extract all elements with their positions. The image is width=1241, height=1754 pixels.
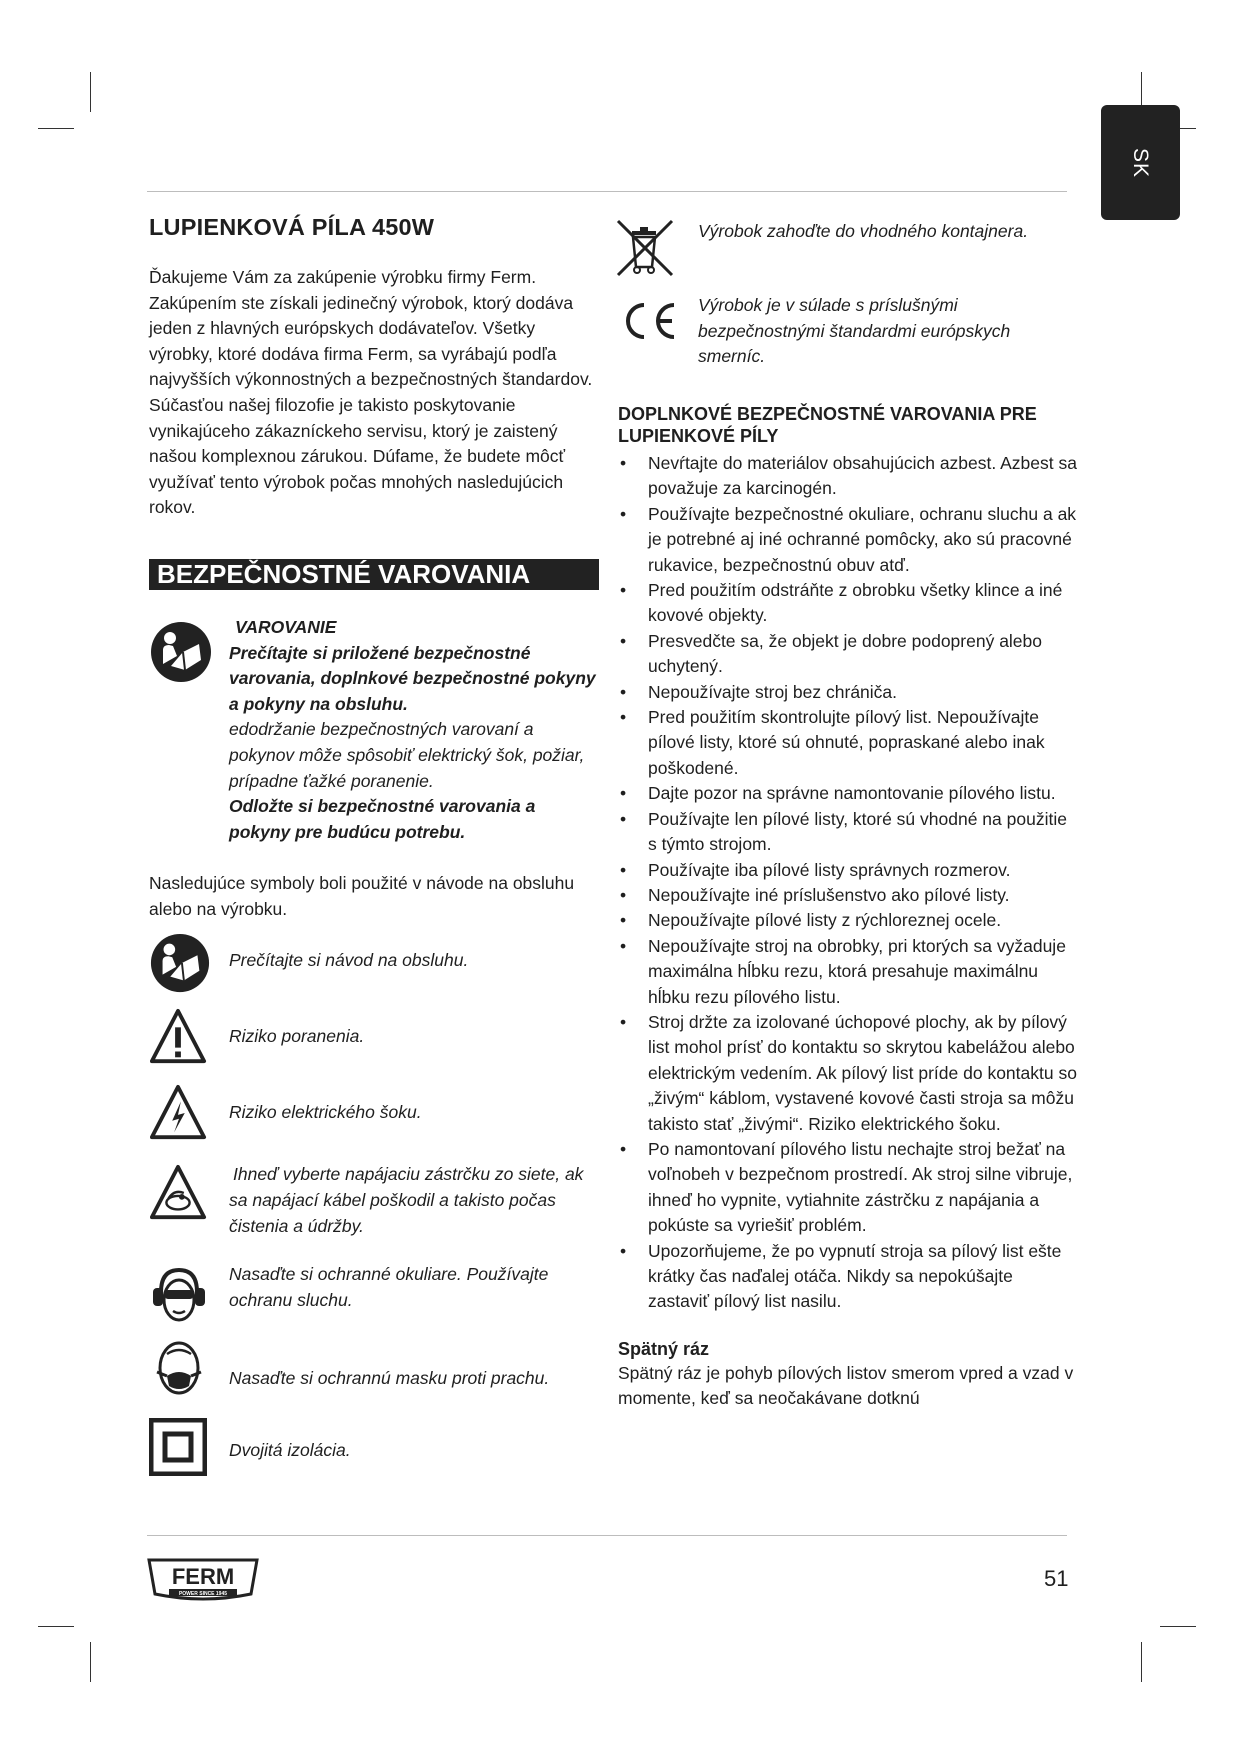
- brand-name: FERM: [171, 1564, 235, 1589]
- symbol-item: [149, 1008, 599, 1084]
- list-item: • Po namontovaní pílového listu nechajte stroj bežať na voľnobeh v bezpečnom prostredí. Ak stroj silne vibruje, ihneď ho vypnite, vytiahnite zástrčku z napájania a pokúste sa vyriešiť problém.: [618, 1137, 1078, 1239]
- electric-shock-icon: [149, 1084, 207, 1150]
- symbol-item: [149, 1160, 599, 1260]
- symbols-intro: Nasledujúce symboly boli použité v návode na obsluhu alebo na výrobku.: [149, 873, 575, 919]
- read-manual-icon: [149, 932, 211, 1002]
- page-number: 51: [1044, 1566, 1069, 1591]
- crop-mark: [1160, 1626, 1196, 1627]
- brand-tagline: POWER SINCE 1945: [178, 1591, 228, 1597]
- symbol-text: Nasaďte si ochrannú masku proti prachu.: [229, 1368, 550, 1389]
- symbol-item: [149, 1260, 599, 1338]
- warning-block: [149, 615, 599, 845]
- disposal-item: [618, 219, 1078, 293]
- extra-warnings-heading: DOPLNKOVÉ BEZPEČNOSTNÉ VAROVANIA PRE LUPIENKOVÉ PÍLY: [618, 404, 1037, 446]
- language-tab[interactable]: SK: [1101, 105, 1180, 220]
- symbol-text: Riziko poranenia.: [229, 1026, 365, 1047]
- symbol-item: [149, 1084, 599, 1160]
- crop-mark: [90, 72, 91, 112]
- symbol-text: Prečítajte si návod na obsluhu.: [229, 950, 469, 971]
- page-title: LUPIENKOVÁ PÍLA 450W: [149, 214, 435, 240]
- intro-paragraph: Ďakujeme Vám za zakúpenie výrobku firmy Ferm. Zakúpením ste získali jedinečný výrobok, ktorý dodáva jeden z hlavných európskych dodávateľov. Všetky výrobky, ktoré dodáva firma Ferm, sa vyrábajú podľa najvyšších výkonnostných a bezpečnostných štandardov. Súčasťou našej filozofie je takisto poskytovanie vynikajúceho zákazníckeho servisu, ktorý je zaistený našou komplexnou zárukou. Dúfame, že budete môcť využívať tento výrobok počas mnohých nasledujúcich rokov.: [149, 267, 593, 518]
- ferm-logo: [147, 1556, 259, 1609]
- symbol-item: [149, 932, 599, 1008]
- list-item: • Nepoužívajte stroj bez chrániča.: [618, 680, 1078, 705]
- list-item: • Pred použitím odstráňte z obrobku všetky klince a iné kovové objekty.: [618, 578, 1078, 629]
- disposal-text: Výrobok zahoďte do vhodného kontajnera.: [698, 221, 1029, 241]
- symbol-text: Nasaďte si ochranné okuliare. Používajte ochranu sluchu.: [229, 1264, 549, 1311]
- list-item: • Stroj držte za izolované úchopové plochy, ak by pílový list mohol prísť do kontaktu so skrytou kabelážou alebo elektrickým vedením. Ak pílový list príde do kontaktu so „živým“ káblom, vystavené kovové časti stroja sa môžu takisto stať „živými“. Riziko elektrického šoku.: [618, 1010, 1078, 1137]
- list-item: • Pred použitím skontrolujte pílový list. Nepoužívajte pílové listy, ktoré sú ohnuté, popraskané alebo inak poškodené.: [618, 705, 1078, 781]
- double-insulation-icon: [149, 1418, 207, 1484]
- ce-item: [618, 293, 1078, 379]
- list-item: • Nepoužívajte stroj na obrobky, pri ktorých sa vyžaduje maximálna hĺbku rezu, ktorá presahuje maximálnu hĺbku rezu pílového listu.: [618, 934, 1078, 1010]
- dust-mask-icon: [149, 1338, 209, 1408]
- symbol-item: [149, 1418, 599, 1482]
- kickback-heading: Spätný ráz: [618, 1338, 710, 1359]
- goggles-ear-protection-icon: [149, 1264, 209, 1332]
- list-item: • Používajte iba pílové listy správnych rozmerov.: [618, 858, 1078, 883]
- warning-bullet-list: [618, 451, 1078, 1315]
- warning-text: edodržanie bezpečnostných varovaní a pokynov môže spôsobiť elektrický šok, požiar, prípadne ťažké poranenie.: [229, 719, 585, 791]
- injury-risk-icon: [149, 1008, 207, 1074]
- warning-keep-text: Odložte si bezpečnostné varovania a pokyny pre budúcu potrebu.: [229, 796, 536, 842]
- list-item: • Nepoužívajte iné príslušenstvo ako pílové listy.: [618, 883, 1078, 908]
- kickback-text: Spätný ráz je pohyb pílových listov smerom vpred a vzad v momente, keď sa neočakávane dotknú: [618, 1362, 1074, 1409]
- unplug-icon: [149, 1164, 207, 1230]
- footer-rule: [147, 1535, 1067, 1536]
- recycle-bin-crossed-icon: [614, 217, 676, 287]
- symbol-text: Ihneď vyberte napájaciu zástrčku zo siete, ak sa napájací kábel poškodil a takisto počas čistenia a údržby.: [229, 1164, 584, 1236]
- list-item: • Nepoužívajte pílové listy z rýchloreznej ocele.: [618, 908, 1078, 933]
- list-item: • Presvedčte sa, že objekt je dobre podoprený alebo uchytený.: [618, 629, 1078, 680]
- crop-mark: [38, 128, 74, 129]
- right-column: [618, 219, 1078, 1412]
- header-rule: [147, 191, 1067, 192]
- symbol-text: Dvojitá izolácia.: [229, 1440, 351, 1461]
- crop-mark: [38, 1626, 74, 1627]
- warning-heading: VAROVANIE: [235, 616, 337, 637]
- ce-mark-icon: [618, 301, 680, 349]
- list-item: • Používajte len pílové listy, ktoré sú vhodné na použitie s týmto strojom.: [618, 807, 1078, 858]
- read-manual-icon: [149, 620, 213, 692]
- ce-text: Výrobok je v súlade s príslušnými bezpečnostnými štandardmi európskych smerníc.: [698, 295, 1011, 367]
- section-title: BEZPEČNOSTNÉ VAROVANIA: [149, 559, 599, 590]
- warning-bold-text: Prečítajte si priložené bezpečnostné varovania, doplnkové bezpečnostné pokyny a pokyny na obsluhu.: [229, 642, 596, 714]
- crop-mark: [90, 1642, 91, 1682]
- list-item: • Dajte pozor na správne namontovanie pílového listu.: [618, 781, 1078, 806]
- crop-mark: [1141, 1642, 1142, 1682]
- left-column: [149, 214, 599, 1482]
- list-item: • Používajte bezpečnostné okuliare, ochranu sluchu a ak je potrebné aj iné ochranné pomôcky, ako sú pracovné rukavice, bezpečnostnú obuv atď.: [618, 502, 1078, 578]
- list-item: • Nevŕtajte do materiálov obsahujúcich azbest. Azbest sa považuje za karcinogén.: [618, 451, 1078, 502]
- symbol-item: [149, 1338, 599, 1418]
- symbol-list: [149, 932, 599, 1482]
- list-item: • Upozorňujeme, že po vypnutí stroja sa pílový list ešte krátky čas naďalej otáča. Nikdy sa nepokúšajte zastaviť pílový list nasilu.: [618, 1239, 1078, 1315]
- symbol-text: Riziko elektrického šoku.: [229, 1102, 422, 1123]
